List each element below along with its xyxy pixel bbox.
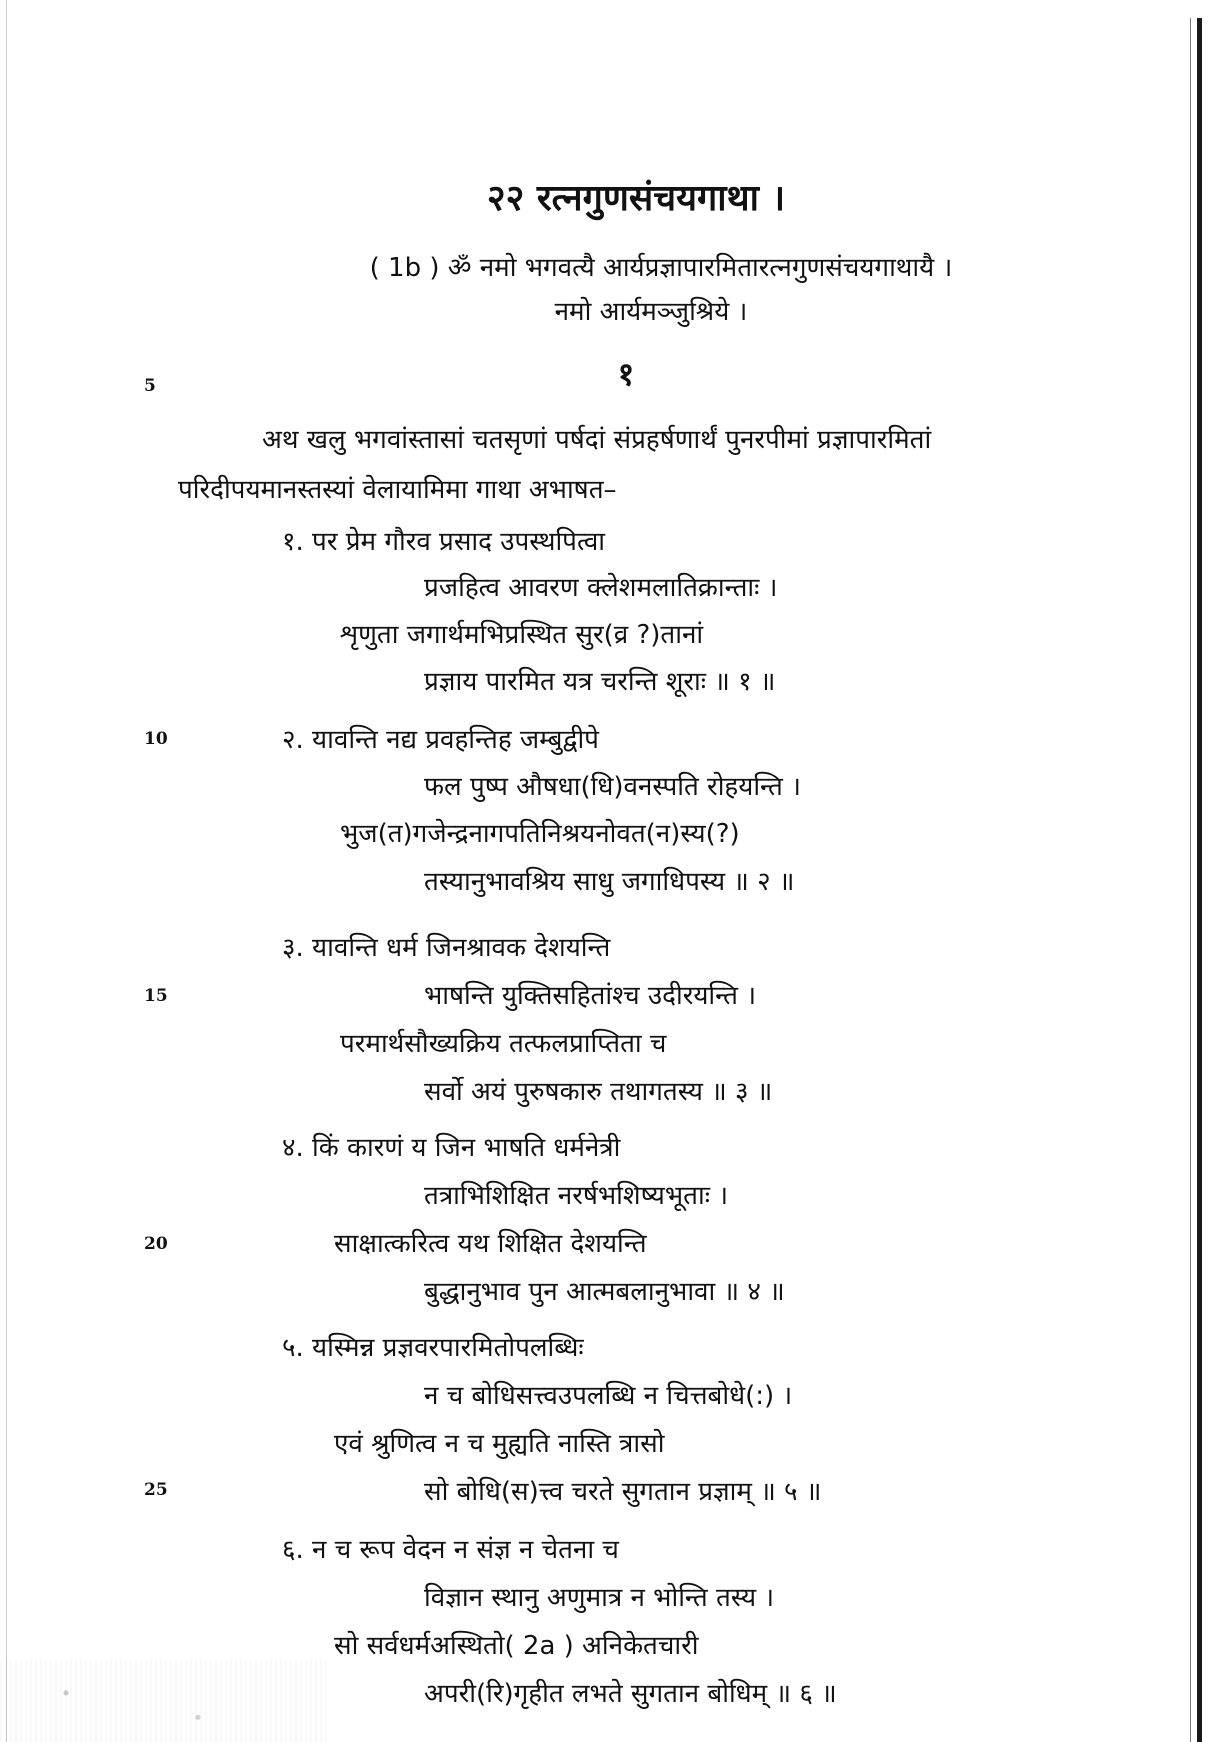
verse-4-line-1: ४. किं कारणं य जिन भाषति धर्मनेत्री [282, 1133, 621, 1163]
verse-2-line-2: फल पुष्प औषधा(धि)वनस्पति रोहयन्ति । [424, 772, 801, 802]
verse-4-line-3: साक्षात्करित्व यथ शिक्षित देशयन्ति [334, 1229, 647, 1259]
intro-line-1: अथ खलु भगवांस्तासां चतसृणां पर्षदां संप्रहर्षणार्थं पुनरपीमां प्रज्ञापारमितां [262, 425, 932, 455]
verse-5-line-3: एवं श्रुणित्व न च मुह्यति नास्ति त्रासो [334, 1429, 665, 1459]
page-title: २२ रत्नगुणसंचयगाथा । [486, 178, 786, 219]
verse-4-line-2: तत्राभिशिक्षित नरर्षभशिष्यभूताः । [424, 1181, 729, 1211]
intro-line-2: परिदीपयमानस्तस्यां वेलायामिमा गाथा अभाषत– [178, 475, 617, 505]
chapter-number: १ [617, 355, 635, 393]
verse-3-line-4: सर्वो अयं पुरुषकारु तथागतस्य ॥ ३ ॥ [424, 1077, 773, 1107]
verse-2-line-4: तस्यानुभावश्रिय साधु जगाधिपस्य ॥ २ ॥ [424, 867, 795, 897]
verse-1-line-3: शृणुता जगार्थमभिप्रस्थित सुर(व्र ?)तानां [340, 620, 704, 650]
line-number-25: 25 [144, 1480, 168, 1500]
verse-6-line-2: विज्ञान स्थानु अणुमात्र न भोन्ति तस्य । [424, 1583, 775, 1613]
verse-5-line-4: सो बोधि(स)त्त्व चरते सुगतान प्रज्ञाम् ॥ ५ ॥ [424, 1477, 822, 1507]
verse-2-line-1: २. यावन्ति नद्य प्रवहन्तिह जम्बुद्वीपे [282, 725, 599, 755]
verse-5-line-1: ५. यस्मिन्न प्रज्ञवरपारमितोपलब्धिः [282, 1333, 584, 1363]
verse-4-line-4: बुद्धानुभाव पुन आत्मबलानुभावा ॥ ४ ॥ [424, 1277, 785, 1307]
line-number-15: 15 [144, 986, 168, 1006]
verse-3-line-1: ३. यावन्ति धर्म जिनश्रावक देशयन्ति [282, 933, 611, 963]
scan-noise [0, 1660, 330, 1742]
line-number-10: 10 [144, 729, 168, 749]
verse-3-line-3: परमार्थसौख्यक्रिय तत्फलप्राप्तिता च [340, 1029, 667, 1059]
invocation-line-1: ( 1b ) ॐ नमो भगवत्यै आर्यप्रज्ञापारमितारत्नगुणसंचयगाथायै । [369, 253, 953, 283]
verse-2-line-3: भुज(त)गजेन्द्रनागपतिनिश्रयनोवत(न)स्य(?) [340, 819, 740, 849]
verse-1-line-4: प्रज्ञाय पारमित यत्र चरन्ति शूराः ॥ १ ॥ [424, 667, 776, 697]
verse-1-line-2: प्रजहित्व आवरण क्लेशमलातिक्रान्ताः । [424, 573, 778, 603]
line-number-20: 20 [144, 1234, 168, 1254]
verse-6-line-4: अपरी(रि)गृहीत लभते सुगतान बोधिम् ॥ ६ ॥ [424, 1679, 837, 1709]
verse-1-line-1: १. पर प्रेम गौरव प्रसाद उपस्थपित्वा [282, 527, 606, 557]
verse-6-line-1: ६. न च रूप वेदन न संज्ञ न चेतना च [282, 1535, 619, 1565]
line-number-5: 5 [144, 376, 156, 396]
verse-3-line-2: भाषन्ति युक्तिसहितांश्च उदीरयन्ति । [424, 981, 757, 1011]
verse-6-line-3: सो सर्वधर्मअस्थितो( 2a ) अनिकेतचारी [334, 1631, 699, 1661]
verse-5-line-2: न च बोधिसत्त्वउपलब्धि न चित्तबोधे(:) । [424, 1381, 793, 1411]
invocation-line-2: नमो आर्यमञ्जुश्रिये । [554, 297, 748, 327]
